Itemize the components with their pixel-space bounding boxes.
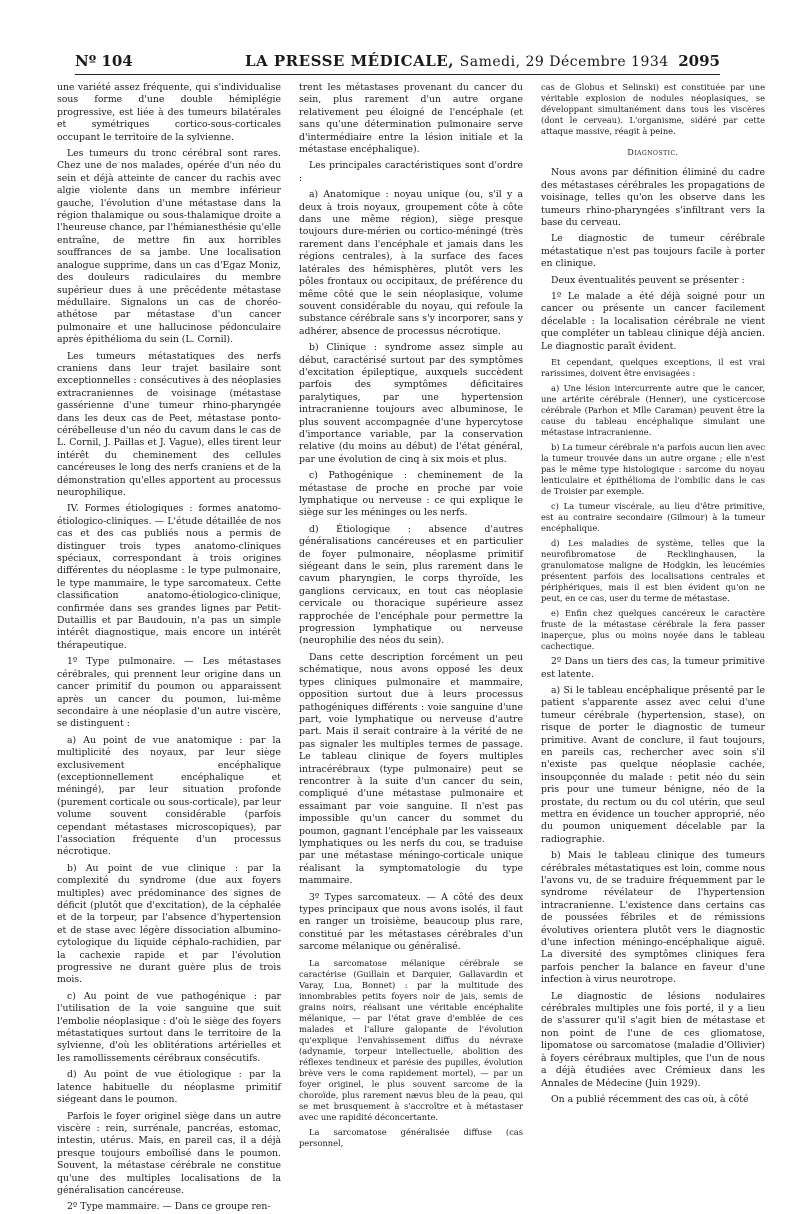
paragraph: b) Mais le tableau clinique des tumeurs cérébrales métastatiques est loin, comme nous l'avons vu, de se traduire fréquemment par le syndrome révélateur de l'hypertension intracranienne. L'existence dans certains cas de poussées fébriles et de rémissions évolutives orientera plutôt vers le diagnostic d'une infection méningo-encéphalique aiguë. La diversité des symptômes cliniques fera parfois pencher la balance en faveur d'une infection à virus neurotrope. [541,850,765,986]
paragraph: Deux éventualités peuvent se présenter : [551,274,745,286]
paragraph: Nous avons par définition éliminé du cadre des métastases cérébrales les propagations de voisinage, telles qu'on les observe dans les tumeurs rhino-pharyngées s'infiltrant vers la base du cerveau. [541,167,765,229]
paragraph: b) La tumeur cérébrale n'a parfois aucun lien avec la tumeur trouvée dans un autre organe ; elle n'est pas le même type histologique : sarcome du noyau lenticulaire et épithélioma de l'ombilic dans le cas de Troisier par exemple. [541,442,765,497]
paragraph: Et cependant, quelques exceptions, il est vrai rarissimes, doivent être envisagées : [541,357,765,379]
paragraph: cas de Globus et Selinski) est constituée par une véritable explosion de nodules néoplasiques, se développant simultanément dans tous les viscères (dont le cerveau). L'organisme, sidéré par cette attaque massive, réagit à peine. [541,82,765,136]
paragraph: Les tumeurs du tronc cérébral sont rares. Chez une de nos malades, opérée d'un néo du sein et déjà atteinte de cancer du rachis avec algie violente dans un membre inférieur gauche, l'évolution d'une métastase dans la région thalamique ou sous-thalamique droite a l'heureuse chance, par l'hémianesthésie qu'elle entraîne, de mettre fin aux horribles souffrances de sa jambe. Une localisation analogue supprime, dans un cas d'Egaz Moniz, des douleurs radiculaires du membre supérieur dues à une précédente métastase médullaire. Signalons un cas de choréo-athétose par métastase d'un cancer pulmonaire et une hallucinose pédonculaire après épithélioma du sein (L. Cornil). [57,148,281,346]
paragraph: 1º Type pulmonaire. — Les métastases cérébrales, qui prennent leur origine dans un cancer primitif du poumon ou apparaissent après un cancer du poumon, lui-même secondaire à une néoplasie d'un autre viscère, se distinguent : [57,656,281,730]
paragraph: La sarcomatose généralisée diffuse (cas personnel, [299,1126,523,1148]
paragraph: b) Clinique : syndrome assez simple au début, caractérisé surtout par des symptômes d'excitation épileptique, auxquels succèdent parfois des symptômes déficitaires paralytiques, par une hypertension intracranienne toujours avec albuminose, le plus souvent accompagnée d'une hypercytose d'importance variable, par la conservation relative (du moins au début) de l'état général, par une évolution de cinq à six mois et plus. [299,342,523,465]
paragraph: On a publié récemment des cas où, à côté [551,1093,749,1105]
paragraph: c) Pathogénique : cheminement de la métastase de proche en proche par voie lymphatique ou nerveuse : ce qui explique le siège sur les méninges ou les nerfs. [299,470,523,519]
paragraph: Les tumeurs métastatiques des nerfs craniens dans leur trajet basilaire sont exceptionnelles : consécutives à des néoplasies extracraniennes de voisinage (métastase gassérienne d'une tumeur rhino-pharyngée dans les deux cas de Peet, métastase ponto-cérébelleuse d'un néo du cavum dans le cas de L. Cornil, J. Paillas et J. Vague), elles tirent leur intérêt du cheminement des cellules cancéreuses le long des nerfs craniens et de la démonstration qu'elles apportent au processus neurophilique. [57,350,281,498]
issue-number: Nº 104 [75,52,133,70]
page-number: 2095 [678,52,720,70]
journal-title [245,52,669,70]
paragraph: Le diagnostic de tumeur cérébrale métastatique n'est pas toujours facile à porter en clinique. [541,233,765,270]
paragraph: trent les métastases provenant du cancer du sein, plus rarement d'un autre organe relativement peu éloigné de l'encéphale (et sans qu'une détermination pulmonaire serve d'intermédiaire entre la lésion initiale et la métastase encéphalique). [299,82,523,156]
paragraph: a) Anatomique : noyau unique (ou, s'il y a deux à trois noyaux, groupement côte à côte dans une même région), siège presque toujours dure-mérien ou cortico-méningé (très rarement dans l'encéphale et jamais dans les régions centrales), à la surface des faces latérales des hémisphères, plutôt vers les pôles frontaux ou occipitaux, de préférence du même côté que le sein néoplasique, volume souvent considérable du noyau, qui refoule la substance cérébrale sans s'y incorporer, sans y adhérer, absence de processus nécrotique. [299,189,523,337]
paragraph: IV. Formes étiologiques : formes anatomo-étiologico-cliniques. — L'étude détaillée de nos cas et des cas publiés nous a permis de distinguer trois types anatomo-cliniques spéciaux, correspondant à trois origines différentes du néoplasme : le type pulmonaire, le type mammaire, le type sarcomateux. Cette classification anatomo-étiologico-clinique, confirmée dans ses grandes lignes par Petit-Dutaillis et par Baudouin, n'a pas un simple intérêt diagnostique, mais encore un intérêt thérapeutique. [57,503,281,651]
article-body [57,82,765,1213]
column-1 [57,82,281,1213]
paragraph: a) Une lésion intercurrente autre que le cancer, une artérite cérébrale (Henner), une cysticercose cérébrale (Parhon et Mlle Caraman) peuvent être la cause du tableau encéphalique simulant une métastase intracranienne. [541,383,765,438]
issue-date: Samedi, 29 Décembre 1934 [459,54,669,70]
paragraph: une variété assez fréquente, qui s'individualise sous forme d'une double hémiplégie progressive, est liée à des tumeurs bilatérales et symétriques cortico-sous-corticales occupant le territoire de la sylvienne. [57,82,281,143]
paragraph: Parfois le foyer originel siège dans un autre viscère : rein, surrénale, pancréas, estomac, intestin, utérus. Mais, en pareil cas, il a déjà presque toujours emboîlisé dans le poumon. Souvent, la métastase cérébrale ne constitue qu'une des multiples localisations de la généralisation cancéreuse. [57,1110,281,1196]
page-header [75,52,720,75]
paragraph: d) Les maladies de système, telles que la neurofibromatose de Recklinghausen, la granulomatose maligne de Hodgkin, les leucémies présentent parfois des localisations centrales et périphériques, mais il est bien évident qu'on ne peut, en ce cas, user du terme de métastase. [541,538,765,604]
paragraph: 3º Types sarcomateux. — A côté des deux types principaux que nous avons isolés, il faut en ranger un troisième, beaucoup plus rare, constitué par les métastases cérébrales d'un sarcome mélanique ou généralisé. [299,891,523,953]
paragraph: 2º Type mammaire. — Dans ce groupe ren- [67,1201,271,1213]
paragraph: a) Si le tableau encéphalique présenté par le patient s'apparente assez avec celui d'une tumeur cérébrale (hypertension, stase), on risque de porter le diagnostic de tumeur primitive. Avant de conclure, il faut toujours, en pareils cas, rechercher avec soin s'il n'existe pas quelque néoplasie cachée, insoupçonnée du malade : petit néo du sein pris pour une tumeur bénigne, néo de la prostate, du rectum ou du col utérin, que seul mettra en évidence un toucher approprié, néo du poumon uniquement décelable par la radiographie. [541,684,765,845]
paragraph: Dans cette description forcément un peu schématique, nous avons opposé les deux types cliniques pulmonaire et mammaire, opposition surtout due à leurs processus pathogéniques différents : voie sanguine d'une part, voie lymphatique ou nerveuse d'autre part. Mais il serait contraire à la vérité de ne pas signaler les multiples termes de passage. Le tableau clinique de foyers multiples intracérébraux (type pulmonaire) peut se rencontrer à la suite d'un cancer du sein, compliqué d'une métastase pulmonaire et essaimant par voie sanguine. Il n'est pas impossible qu'un cancer du sommet du poumon, gagnant l'encéphale par les vaisseaux lymphatiques ou les nerfs du cou, se traduise par une métastase méningo-corticale unique réalisant la symptomatologie du type mammaire. [299,651,523,887]
paragraph: 2º Dans un tiers des cas, la tumeur primitive est latente. [541,656,765,680]
paragraph: d) Au point de vue étiologique : par la latence habituelle du néoplasme primitif siégeant dans le poumon. [57,1069,281,1106]
paragraph: c) Au point de vue pathogénique : par l'utilisation de la voie sanguine que suit l'embolie néoplasique : d'où le siège des foyers métastatiques surtout dans le territoire de la sylvienne, d'où les oblitérations artérielles et les ramollissements cérébraux consécutifs. [57,990,281,1064]
paragraph: Le diagnostic de lésions nodulaires cérébrales multiples une fois porté, il y a lieu de s'assurer qu'il s'agit bien de métastase et non point de l'une de ces gliomatose, lipomatose ou sarcomatose (maladie d'Ollivier) à foyers cérébraux multiples, que l'un de nous a déjà étudiées avec Crémieux dans les Annales de Médecine (Juin 1929). [541,990,765,1089]
paragraph: c) La tumeur viscérale, au lieu d'être primitive, est au contraire secondaire (Gilmour) à la tumeur encéphalique. [541,501,765,534]
paragraph: e) Enfin chez quelques cancéreux le caractère fruste de la métastase cérébrale la fera passer inaperçue, plus ou moins noyée dans le tableau cachectique. [541,608,765,652]
paragraph: d) Étiologique : absence d'autres généralisations cancéreuses et en particulier de foyer pulmonaire, néoplasme primitif siégeant dans le sein, plus rarement dans le cavum pharyngien, le corps thyroïde, les ganglions cervicaux, en tout cas néoplasie cervicale ou thoracique supérieure assez rapprochée de l'encéphale pour permettre la progression lymphatique ou nerveuse (neurophilie des néos du sein). [299,523,523,647]
section-heading: Diagnostic. [627,148,679,157]
paragraph: b) Au point de vue clinique : par la complexité du syndrome (due aux foyers multiples) avec prédominance des signes de déficit (plutôt que d'excitation), de la céphalée et de la torpeur, par l'absence d'hypertension et de stase avec légère dissociation albumino-cytologique du liquide céphalo-rachidien, par la cachexie rapide et par l'évolution progressive ne durant guère plus de trois mois. [57,862,281,986]
journal-name: LA PRESSE MÉDICALE, [245,52,454,70]
paragraph: a) Au point de vue anatomique : par la multiplicité des noyaux, par leur siège exclusivement encéphalique (exceptionnellement encéphalique et méningé), par leur situation profonde (purement corticale ou sous-corticale), par leur volume souvent considérable (parfois cependant métastases microscopiques), par l'association fréquente d'un processus nécrotique. [57,734,281,858]
column-2 [299,82,523,1148]
paragraph: La sarcomatose mélanique cérébrale se caractérise (Guillain et Darquier, Gallavardin et Varay, Lua, Bonnet) : par la multitude des innombrables petits foyers noir de jais, semis de grains noirs, réalisant une véritable encéphalite mélanique, — par l'état grave d'emblée de ces malades et l'allure galopante de l'évolution qu'explique l'envahissement diffus du névraxe (adynamie, torpeur intellectuelle, abolition des réflexes tendineux et parésie des pupilles, évolution brève vers le coma rapidement mortel), — par un foyer originel, le plus souvent sarcome de la choroïde, plus rarement nævus bleu de la peau, qui se met brusquement à s'accroître et à métastaser avec une rapidité déconcertante. [299,957,523,1122]
paragraph: 1º Le malade a été déjà soigné pour un cancer ou présente un cancer facilement décelable : la localisation cérébrale ne vient que compléter un tableau clinique déjà ancien. Le diagnostic paraît évident. [541,291,765,352]
column-3 [541,82,765,1105]
paragraph: Les principales caractéristiques sont d'ordre : [299,160,523,184]
